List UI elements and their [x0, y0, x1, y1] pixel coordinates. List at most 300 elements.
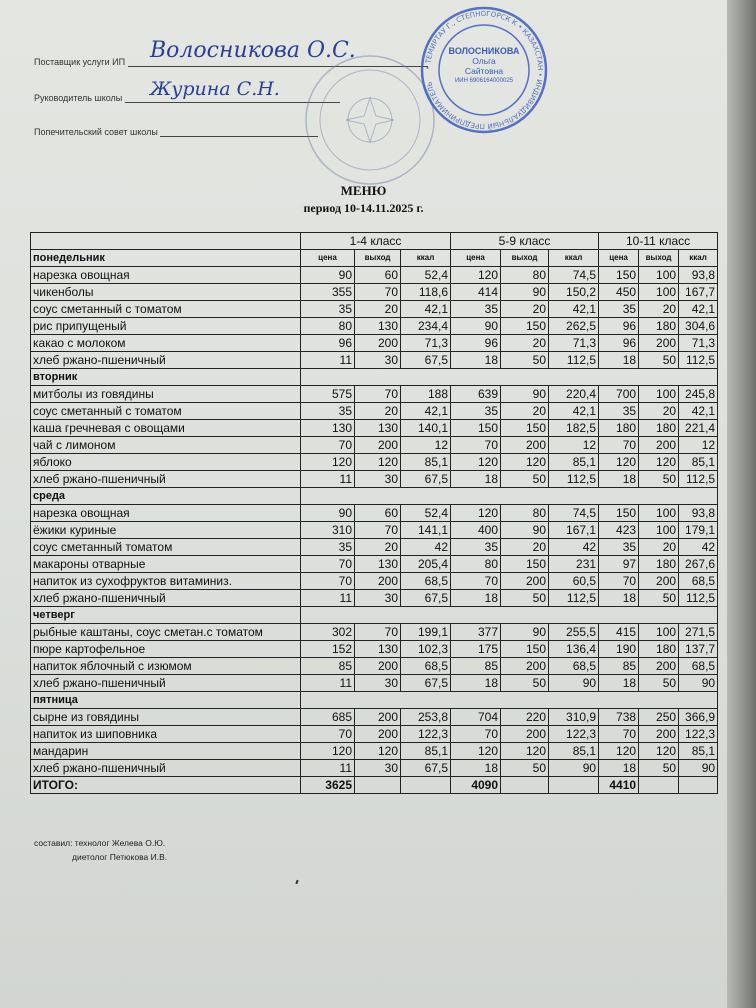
director-label: Руководитель школы — [34, 93, 123, 103]
value-cell: 20 — [501, 335, 549, 352]
class-group-header: 10-11 класс — [599, 233, 718, 250]
value-cell: 18 — [451, 352, 501, 369]
value-cell: 74,5 — [549, 505, 599, 522]
total-row — [31, 777, 718, 794]
value-cell: 271,5 — [679, 624, 718, 641]
table-row — [31, 318, 718, 335]
value-cell: 18 — [451, 590, 501, 607]
dish-name: мандарин — [31, 743, 301, 760]
value-cell: 140,1 — [401, 420, 451, 437]
value-cell: 50 — [501, 675, 549, 692]
value-cell: 11 — [301, 590, 355, 607]
day-row — [31, 488, 718, 505]
value-cell: 50 — [639, 760, 679, 777]
subcolumn-header: цена — [301, 250, 355, 267]
value-cell: 167,7 — [679, 284, 718, 301]
value-cell: 70 — [355, 624, 401, 641]
dish-name: рис припущеный — [31, 318, 301, 335]
total-value — [401, 777, 451, 794]
value-cell: 70 — [599, 573, 639, 590]
value-cell: 35 — [451, 403, 501, 420]
day-name: среда — [31, 488, 301, 505]
value-cell: 200 — [355, 658, 401, 675]
value-cell: 738 — [599, 709, 639, 726]
value-cell: 35 — [451, 539, 501, 556]
value-cell: 93,8 — [679, 505, 718, 522]
board-label: Попечительский совет школы — [34, 127, 158, 137]
value-cell: 220,4 — [549, 386, 599, 403]
value-cell: 90 — [451, 318, 501, 335]
value-cell: 80 — [501, 267, 549, 284]
value-cell: 30 — [355, 471, 401, 488]
value-cell: 120 — [355, 454, 401, 471]
stamp-name-line2: Ольга — [472, 56, 496, 66]
table-row — [31, 556, 718, 573]
value-cell: 96 — [451, 335, 501, 352]
value-cell: 20 — [355, 301, 401, 318]
value-cell: 188 — [401, 386, 451, 403]
value-cell: 11 — [301, 760, 355, 777]
document-title: МЕНЮ — [340, 183, 387, 198]
value-cell: 85 — [301, 658, 355, 675]
day-name: четверг — [31, 607, 301, 624]
value-cell: 68,5 — [401, 658, 451, 675]
header-blank-cell — [31, 233, 301, 250]
value-cell: 70 — [355, 522, 401, 539]
value-cell: 52,4 — [401, 505, 451, 522]
value-cell: 152 — [301, 641, 355, 658]
stamp-name-line1: ВОЛОСНИКОВА — [448, 46, 520, 56]
value-cell: 267,6 — [679, 556, 718, 573]
table-row — [31, 386, 718, 403]
total-value — [501, 777, 549, 794]
dish-name: хлеб ржано-пшеничный — [31, 471, 301, 488]
footer-dietitian: диетолог Петюкова И.В. — [72, 852, 168, 862]
value-cell: 700 — [599, 386, 639, 403]
value-cell: 97 — [599, 556, 639, 573]
value-cell: 70 — [355, 386, 401, 403]
value-cell: 90 — [301, 267, 355, 284]
value-cell: 200 — [639, 658, 679, 675]
day-name: понедельник — [31, 250, 301, 267]
value-cell: 180 — [639, 556, 679, 573]
value-cell: 70 — [301, 437, 355, 454]
dish-name: соус сметанный с томатом — [31, 301, 301, 318]
class-group-header-row — [31, 233, 718, 250]
value-cell: 100 — [639, 386, 679, 403]
value-cell: 199,1 — [401, 624, 451, 641]
value-cell: 50 — [501, 352, 549, 369]
value-cell: 150 — [501, 556, 549, 573]
table-row — [31, 335, 718, 352]
value-cell: 70 — [451, 726, 501, 743]
value-cell: 96 — [599, 335, 639, 352]
value-cell: 20 — [501, 301, 549, 318]
value-cell: 90 — [549, 675, 599, 692]
table-row — [31, 573, 718, 590]
value-cell: 42,1 — [679, 301, 718, 318]
value-cell: 450 — [599, 284, 639, 301]
value-cell: 18 — [451, 471, 501, 488]
value-cell: 80 — [301, 318, 355, 335]
value-cell: 220 — [501, 709, 549, 726]
board-line — [34, 126, 318, 137]
value-cell: 190 — [599, 641, 639, 658]
value-cell: 85,1 — [401, 743, 451, 760]
value-cell: 150 — [501, 641, 549, 658]
stamp-ring-text: • ТЕМИРТАУ Г., СТЕПНОГОРСК К • КАЗАХСТАН • ИНДИВИДУАЛЬНЫЙ ПРЕДПРИНИМАТЕЛЬ — [423, 9, 545, 131]
value-cell: 302 — [301, 624, 355, 641]
table-row — [31, 624, 718, 641]
table-row — [31, 505, 718, 522]
value-cell: 90 — [679, 760, 718, 777]
value-cell: 42,1 — [401, 301, 451, 318]
value-cell: 20 — [501, 403, 549, 420]
value-cell: 112,5 — [679, 471, 718, 488]
total-value — [679, 777, 718, 794]
dish-name: пюре картофельное — [31, 641, 301, 658]
dish-name: нарезка овощная — [31, 267, 301, 284]
value-cell: 310,9 — [549, 709, 599, 726]
value-cell: 200 — [501, 726, 549, 743]
value-cell: 18 — [599, 760, 639, 777]
value-cell: 262,5 — [549, 318, 599, 335]
value-cell: 575 — [301, 386, 355, 403]
value-cell: 122,3 — [679, 726, 718, 743]
value-cell: 50 — [639, 471, 679, 488]
value-cell: 30 — [355, 352, 401, 369]
value-cell: 112,5 — [549, 590, 599, 607]
table-row — [31, 709, 718, 726]
value-cell: 150 — [451, 420, 501, 437]
value-cell: 20 — [639, 403, 679, 420]
value-cell: 18 — [599, 590, 639, 607]
subcolumn-header: выход — [355, 250, 401, 267]
value-cell: 70 — [301, 556, 355, 573]
menu-table — [30, 232, 718, 794]
value-cell: 423 — [599, 522, 639, 539]
subcolumn-header: выход — [639, 250, 679, 267]
value-cell: 167,1 — [549, 522, 599, 539]
value-cell: 150,2 — [549, 284, 599, 301]
value-cell: 12 — [679, 437, 718, 454]
value-cell: 130 — [355, 318, 401, 335]
value-cell: 150 — [501, 420, 549, 437]
value-cell: 304,6 — [679, 318, 718, 335]
table-row — [31, 454, 718, 471]
value-cell: 130 — [355, 556, 401, 573]
value-cell: 12 — [549, 437, 599, 454]
value-cell: 120 — [451, 743, 501, 760]
value-cell: 42 — [401, 539, 451, 556]
value-cell: 310 — [301, 522, 355, 539]
board-rule — [160, 126, 318, 137]
value-cell: 120 — [451, 267, 501, 284]
value-cell: 122,3 — [401, 726, 451, 743]
day-name: вторник — [31, 369, 301, 386]
value-cell: 205,4 — [401, 556, 451, 573]
value-cell: 20 — [355, 539, 401, 556]
value-cell: 68,5 — [401, 573, 451, 590]
table-row — [31, 267, 718, 284]
value-cell: 112,5 — [549, 471, 599, 488]
dish-name: какао с молоком — [31, 335, 301, 352]
day-row-blank — [301, 692, 718, 709]
supplier-label: Поставщик услуги ИП — [34, 57, 126, 67]
value-cell: 200 — [355, 437, 401, 454]
value-cell: 200 — [355, 573, 401, 590]
value-cell: 67,5 — [401, 590, 451, 607]
dish-name: соус сметанный томатом — [31, 539, 301, 556]
day-row — [31, 607, 718, 624]
value-cell: 80 — [451, 556, 501, 573]
value-cell: 414 — [451, 284, 501, 301]
value-cell: 42,1 — [679, 403, 718, 420]
value-cell: 35 — [599, 539, 639, 556]
value-cell: 18 — [599, 352, 639, 369]
value-cell: 112,5 — [549, 352, 599, 369]
value-cell: 200 — [355, 335, 401, 352]
day-row-blank — [301, 369, 718, 386]
value-cell: 35 — [301, 301, 355, 318]
value-cell: 60,5 — [549, 573, 599, 590]
value-cell: 130 — [355, 641, 401, 658]
value-cell: 60 — [355, 267, 401, 284]
value-cell: 50 — [639, 675, 679, 692]
value-cell: 11 — [301, 352, 355, 369]
stamp-id-line: ИИН 6906164000025 — [454, 78, 513, 84]
value-cell: 100 — [639, 505, 679, 522]
value-cell: 253,8 — [401, 709, 451, 726]
value-cell: 20 — [639, 539, 679, 556]
value-cell: 141,1 — [401, 522, 451, 539]
pen-mark — [295, 880, 298, 884]
value-cell: 12 — [401, 437, 451, 454]
table-row — [31, 658, 718, 675]
value-cell: 120 — [639, 454, 679, 471]
dish-name: яблоко — [31, 454, 301, 471]
value-cell: 200 — [501, 658, 549, 675]
director-signature: Журина С.Н. — [150, 78, 280, 100]
value-cell: 93,8 — [679, 267, 718, 284]
value-cell: 180 — [639, 318, 679, 335]
value-cell: 20 — [501, 539, 549, 556]
value-cell: 245,8 — [679, 386, 718, 403]
value-cell: 200 — [355, 709, 401, 726]
subcolumn-header-row — [31, 250, 718, 267]
value-cell: 18 — [451, 760, 501, 777]
value-cell: 50 — [639, 590, 679, 607]
value-cell: 704 — [451, 709, 501, 726]
value-cell: 120 — [451, 454, 501, 471]
dish-name: напиток из сухофруктов витаминиз. — [31, 573, 301, 590]
dish-name: сырне из говядины — [31, 709, 301, 726]
value-cell: 200 — [639, 573, 679, 590]
value-cell: 68,5 — [549, 658, 599, 675]
value-cell: 80 — [501, 505, 549, 522]
value-cell: 90 — [501, 522, 549, 539]
value-cell: 137,7 — [679, 641, 718, 658]
value-cell: 400 — [451, 522, 501, 539]
value-cell: 71,3 — [679, 335, 718, 352]
value-cell: 102,3 — [401, 641, 451, 658]
value-cell: 120 — [501, 743, 549, 760]
class-group-header: 5-9 класс — [451, 233, 599, 250]
stamp-center — [436, 46, 532, 86]
value-cell: 20 — [355, 403, 401, 420]
value-cell: 42,1 — [549, 403, 599, 420]
value-cell: 85,1 — [401, 454, 451, 471]
value-cell: 200 — [639, 335, 679, 352]
table-row — [31, 675, 718, 692]
value-cell: 150 — [599, 505, 639, 522]
value-cell: 90 — [501, 386, 549, 403]
value-cell: 200 — [639, 437, 679, 454]
dish-name: чай с лимоном — [31, 437, 301, 454]
value-cell: 71,3 — [549, 335, 599, 352]
value-cell: 70 — [301, 573, 355, 590]
dish-name: хлеб ржано-пшеничный — [31, 590, 301, 607]
day-row — [31, 692, 718, 709]
value-cell: 377 — [451, 624, 501, 641]
value-cell: 50 — [501, 760, 549, 777]
value-cell: 42 — [549, 539, 599, 556]
value-cell: 50 — [501, 590, 549, 607]
value-cell: 112,5 — [679, 352, 718, 369]
value-cell: 120 — [301, 743, 355, 760]
dish-name: ёжики куриные — [31, 522, 301, 539]
table-row — [31, 301, 718, 318]
value-cell: 415 — [599, 624, 639, 641]
dish-name: чикенболы — [31, 284, 301, 301]
dish-name: хлеб ржано-пшеничный — [31, 352, 301, 369]
value-cell: 67,5 — [401, 675, 451, 692]
value-cell: 180 — [599, 420, 639, 437]
table-row — [31, 352, 718, 369]
value-cell: 70 — [451, 573, 501, 590]
value-cell: 100 — [639, 522, 679, 539]
value-cell: 366,9 — [679, 709, 718, 726]
total-value — [639, 777, 679, 794]
value-cell: 74,5 — [549, 267, 599, 284]
value-cell: 42,1 — [401, 403, 451, 420]
value-cell: 120 — [501, 454, 549, 471]
value-cell: 122,3 — [549, 726, 599, 743]
value-cell: 70 — [599, 437, 639, 454]
value-cell: 200 — [501, 573, 549, 590]
table-row — [31, 284, 718, 301]
day-row — [31, 369, 718, 386]
value-cell: 200 — [501, 437, 549, 454]
value-cell: 120 — [355, 743, 401, 760]
value-cell: 234,4 — [401, 318, 451, 335]
subcolumn-header: цена — [451, 250, 501, 267]
value-cell: 35 — [599, 301, 639, 318]
value-cell: 67,5 — [401, 352, 451, 369]
value-cell: 71,3 — [401, 335, 451, 352]
total-label: ИТОГО: — [31, 777, 301, 794]
value-cell: 30 — [355, 760, 401, 777]
value-cell: 68,5 — [679, 573, 718, 590]
dish-name: соус сметанный с томатом — [31, 403, 301, 420]
value-cell: 200 — [639, 726, 679, 743]
table-row — [31, 522, 718, 539]
table-row — [31, 420, 718, 437]
value-cell: 70 — [451, 437, 501, 454]
background-edge — [727, 0, 756, 1008]
value-cell: 112,5 — [679, 590, 718, 607]
value-cell: 50 — [639, 352, 679, 369]
dish-name: макароны отварные — [31, 556, 301, 573]
day-row-blank — [301, 607, 718, 624]
value-cell: 50 — [501, 471, 549, 488]
value-cell: 120 — [599, 454, 639, 471]
value-cell: 96 — [301, 335, 355, 352]
value-cell: 639 — [451, 386, 501, 403]
value-cell: 180 — [639, 641, 679, 658]
value-cell: 90 — [549, 760, 599, 777]
dish-name: хлеб ржано-пшеничный — [31, 760, 301, 777]
class-group-header: 1-4 класс — [301, 233, 451, 250]
value-cell: 120 — [639, 743, 679, 760]
value-cell: 30 — [355, 590, 401, 607]
value-cell: 30 — [355, 675, 401, 692]
value-cell: 355 — [301, 284, 355, 301]
value-cell: 42,1 — [549, 301, 599, 318]
value-cell: 96 — [599, 318, 639, 335]
table-row — [31, 539, 718, 556]
day-row-blank — [301, 488, 718, 505]
value-cell: 120 — [451, 505, 501, 522]
value-cell: 70 — [301, 726, 355, 743]
total-value: 4410 — [599, 777, 639, 794]
value-cell: 18 — [599, 675, 639, 692]
value-cell: 90 — [301, 505, 355, 522]
value-cell: 90 — [679, 675, 718, 692]
day-name: пятница — [31, 692, 301, 709]
value-cell: 85,1 — [549, 743, 599, 760]
value-cell: 118,6 — [401, 284, 451, 301]
table-row — [31, 726, 718, 743]
value-cell: 120 — [301, 454, 355, 471]
value-cell: 90 — [501, 624, 549, 641]
value-cell: 18 — [599, 471, 639, 488]
value-cell: 200 — [355, 726, 401, 743]
value-cell: 150 — [501, 318, 549, 335]
value-cell: 136,4 — [549, 641, 599, 658]
value-cell: 67,5 — [401, 760, 451, 777]
value-cell: 67,5 — [401, 471, 451, 488]
value-cell: 250 — [639, 709, 679, 726]
total-value: 4090 — [451, 777, 501, 794]
subcolumn-header: ккал — [679, 250, 718, 267]
dish-name: напиток яблочный с изюмом — [31, 658, 301, 675]
supplier-signature: Волосникова О.С. — [150, 38, 356, 63]
value-cell: 85 — [451, 658, 501, 675]
value-cell: 130 — [301, 420, 355, 437]
table-row — [31, 471, 718, 488]
table-row — [31, 641, 718, 658]
value-cell: 85 — [599, 658, 639, 675]
value-cell: 11 — [301, 471, 355, 488]
value-cell: 70 — [355, 284, 401, 301]
value-cell: 100 — [639, 267, 679, 284]
table-row — [31, 590, 718, 607]
value-cell: 35 — [599, 403, 639, 420]
value-cell: 120 — [599, 743, 639, 760]
value-cell: 35 — [301, 403, 355, 420]
value-cell: 60 — [355, 505, 401, 522]
